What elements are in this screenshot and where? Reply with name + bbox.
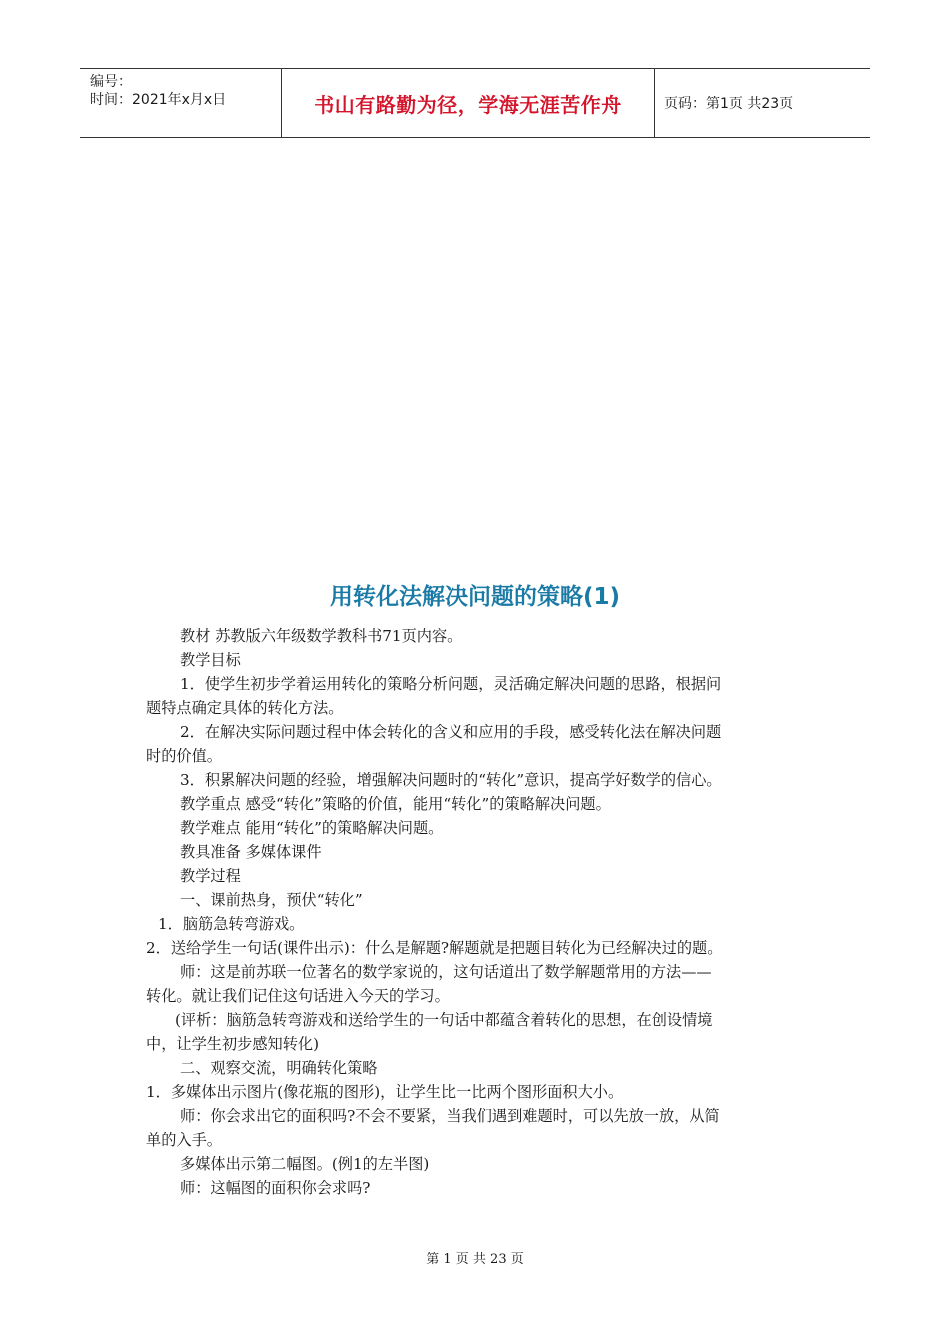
text-line: 教具准备 多媒体课件 — [180, 843, 322, 861]
text-line: (评析：脑筋急转弯游戏和送给学生的一句话中都蕴含着转化的思想，在创设情境 — [175, 1011, 713, 1029]
text-line: 2．在解决实际问题过程中体会转化的含义和应用的手段，感受转化法在解决问题 — [180, 723, 722, 741]
text-line: 师：这是前苏联一位著名的数学家说的，这句话道出了数学解题常用的方法—— — [180, 963, 712, 981]
text-line: 题特点确定具体的转化方法。 — [146, 699, 344, 717]
text-line: 教学难点 能用“转化”的策略解决问题。 — [180, 819, 444, 837]
text-line: 一、课前热身，预伏“转化” — [180, 891, 363, 909]
text-line: 师：你会求出它的面积吗?不会不要紧，当我们遇到难题时，可以先放一放，从简 — [180, 1107, 720, 1125]
text-line: 时的价值。 — [146, 747, 222, 765]
text-line: 转化。就让我们记住这句话进入今天的学习。 — [146, 987, 450, 1005]
text-line: 1．多媒体出示图片(像花瓶的图形)，让学生比一比两个图形面积大小。 — [146, 1083, 624, 1101]
text-line: 3．积累解决问题的经验，增强解决问题时的“转化”意识，提高学好数学的信心。 — [180, 771, 722, 789]
text-line: 二、观察交流，明确转化策略 — [180, 1059, 378, 1077]
text-line: 1．脑筋急转弯游戏。 — [158, 915, 305, 933]
text-line: 教学过程 — [180, 867, 241, 885]
header-meta — [80, 69, 280, 137]
text-line: 师：这幅图的面积你会求吗? — [180, 1179, 371, 1197]
page-footer: 第 1 页 共 23 页 — [426, 1252, 524, 1267]
text-line: 教学目标 — [180, 651, 241, 669]
text-line: 2．送给学生一句话(课件出示)：什么是解题?解题就是把题目转化为已经解决过的题。 — [146, 939, 723, 957]
serial-number-label: 编号： — [90, 74, 132, 90]
document-title: 用转化法解决问题的策略(1) — [329, 584, 621, 610]
text-line: 单的入手。 — [146, 1131, 222, 1149]
header-motto: 书山有路勤为径，学海无涯苦作舟 — [281, 69, 655, 137]
document-header — [80, 68, 870, 138]
header-page-info: 页码：第1页 共23页 — [664, 96, 794, 112]
date-label: 时间：2021年x月x日 — [90, 92, 227, 108]
text-line: 多媒体出示第二幅图。(例1的左半图) — [180, 1155, 430, 1173]
text-line: 教学重点 感受“转化”策略的价值，能用“转化”的策略解决问题。 — [180, 795, 611, 813]
text-line: 中，让学生初步感知转化) — [146, 1035, 319, 1053]
text-line: 教材 苏教版六年级数学教科书71页内容。 — [180, 627, 463, 645]
text-line: 1．使学生初步学着运用转化的策略分析问题，灵活确定解决问题的思路，根据问 — [180, 675, 722, 693]
